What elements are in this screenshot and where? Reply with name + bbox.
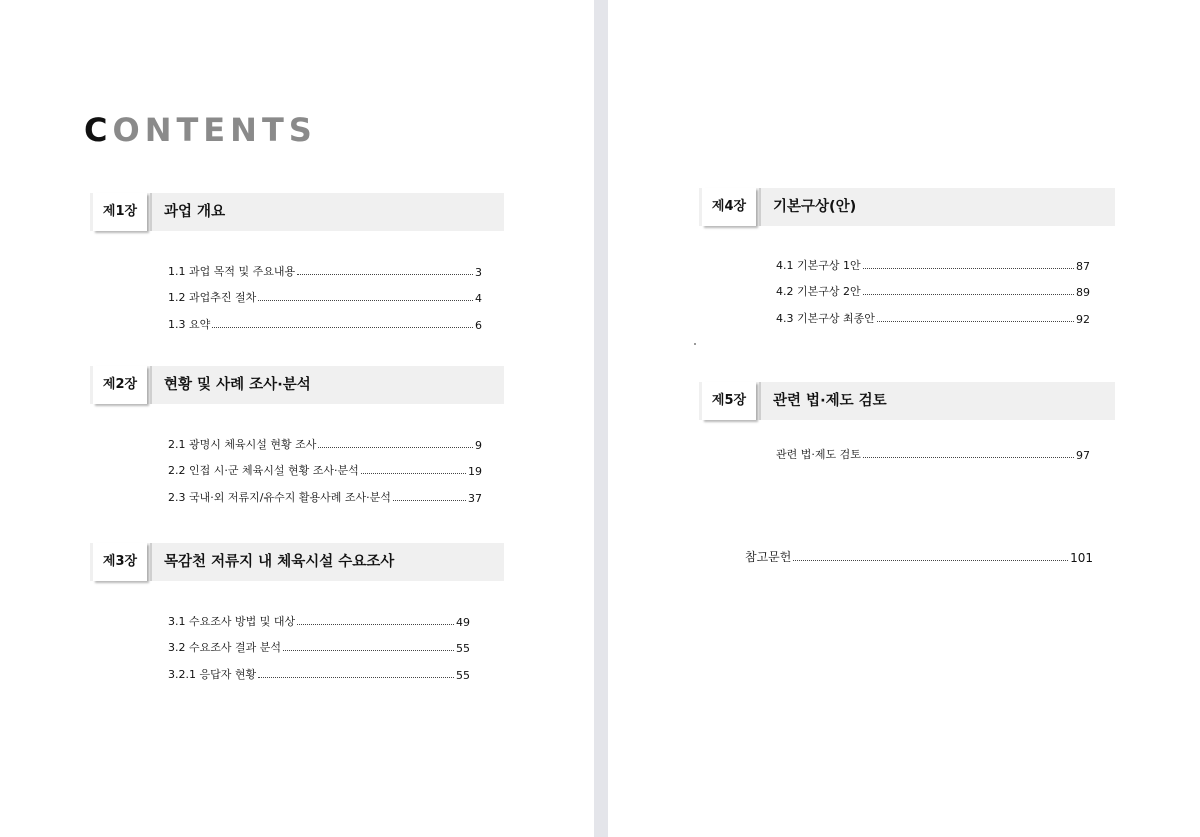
toc-dot-leader [212, 327, 473, 328]
toc-dot-leader [258, 300, 473, 301]
toc-list [168, 252, 482, 332]
toc-dot-leader [793, 560, 1068, 561]
toc-entry-page: 49 [456, 615, 470, 629]
toc-list [776, 435, 1090, 462]
toc-entry-label: 3.2 수요조사 결과 분석 [168, 641, 281, 654]
chapter-divider [150, 366, 152, 404]
toc-entry-page: 3 [475, 265, 482, 279]
toc-entry-label: 4.3 기본구상 최종안 [776, 311, 875, 325]
toc-entry-page: 97 [1076, 448, 1090, 462]
toc-entry[interactable] [168, 602, 470, 629]
toc-entry-page: 92 [1076, 312, 1090, 326]
toc-entry[interactable] [168, 629, 470, 656]
page-gutter [594, 0, 608, 837]
toc-entry-label: 참고문헌 [745, 549, 792, 564]
toc-list [168, 425, 482, 505]
toc-dot-leader [863, 268, 1074, 269]
toc-entry[interactable] [168, 252, 482, 279]
toc-entry[interactable] [776, 299, 1090, 326]
toc-dot-leader [361, 473, 466, 474]
toc-entry-label: 관련 법·제도 검토 [776, 447, 861, 461]
chapter-title: 목감천 저류지 내 체육시설 수요조사 [164, 554, 395, 570]
chapter-3 [90, 543, 504, 682]
toc-entry-label: 1.2 과업추진 절차 [168, 291, 257, 304]
chapter-2 [90, 366, 504, 505]
chapter-divider [759, 188, 761, 226]
chapter-header [90, 366, 504, 404]
chapter-title: 관련 법·제도 검토 [773, 393, 887, 409]
chapter-header [699, 188, 1115, 226]
toc-dot-leader [863, 457, 1074, 458]
toc-entry[interactable] [745, 538, 1093, 565]
toc-entry-page: 89 [1076, 286, 1090, 299]
toc-entry-label: 2.2 인접 시·군 체육시설 현황 조사·분석 [168, 464, 359, 477]
toc-entry-label: 4.1 기본구상 1안 [776, 258, 861, 272]
toc-entry-page: 4 [475, 292, 482, 305]
chapter-divider [150, 193, 152, 231]
chapter-header [699, 382, 1115, 420]
references-entry [745, 538, 1093, 565]
toc-dot-leader [877, 321, 1074, 322]
toc-entry-label: 4.2 기본구상 2안 [776, 285, 861, 298]
toc-entry[interactable] [776, 273, 1090, 300]
toc-entry-label: 2.3 국내·외 저류지/유수지 활용사례 조사·분석 [168, 490, 391, 504]
toc-entry-page: 87 [1076, 259, 1090, 273]
toc-dot-leader [863, 294, 1074, 295]
chapter-title: 현황 및 사례 조사·분석 [164, 377, 311, 393]
toc-list [168, 602, 470, 682]
toc-dot-leader [393, 500, 466, 501]
chapter-number-tab: 제4장 [702, 188, 756, 226]
chapter-divider [759, 382, 761, 420]
chapter-5 [699, 382, 1115, 462]
toc-dot-leader [318, 447, 473, 448]
toc-dot-leader [283, 650, 454, 651]
chapter-number-tab: 제3장 [93, 543, 147, 581]
toc-entry-label: 3.1 수요조사 방법 및 대상 [168, 614, 296, 628]
toc-entry-label: 1.1 과업 목적 및 주요내용 [168, 264, 296, 278]
chapter-1 [90, 193, 504, 332]
page-speck [694, 343, 696, 345]
toc-entry[interactable] [776, 246, 1090, 273]
contents-title-first-letter: C [84, 111, 113, 149]
toc-dot-leader [297, 624, 454, 625]
toc-entry[interactable] [776, 435, 1090, 462]
toc-dot-leader [258, 677, 454, 678]
contents-title [84, 110, 317, 150]
chapter-number-tab: 제1장 [93, 193, 147, 231]
toc-entry[interactable] [168, 478, 482, 505]
chapter-header [90, 543, 504, 581]
toc-entry[interactable] [168, 279, 482, 306]
chapter-title: 과업 개요 [164, 204, 226, 220]
chapter-divider [150, 543, 152, 581]
toc-entry[interactable] [168, 655, 470, 682]
toc-entry[interactable] [168, 452, 482, 479]
chapter-header [90, 193, 504, 231]
toc-entry-page: 19 [468, 465, 482, 478]
toc-entry-page: 55 [456, 668, 470, 682]
toc-dot-leader [297, 274, 473, 275]
toc-entry-page: 101 [1070, 550, 1093, 565]
chapter-title: 기본구상(안) [773, 199, 857, 215]
toc-entry-page: 6 [475, 318, 482, 332]
toc-entry-page: 55 [456, 642, 470, 655]
toc-list [776, 246, 1090, 326]
toc-entry-label: 2.1 광명시 체육시설 현황 조사 [168, 437, 317, 451]
toc-entry[interactable] [168, 305, 482, 332]
chapter-4 [699, 188, 1115, 326]
toc-entry[interactable] [168, 425, 482, 452]
toc-entry-page: 37 [468, 491, 482, 505]
chapter-number-tab: 제2장 [93, 366, 147, 404]
toc-entry-label: 1.3 요약 [168, 317, 211, 331]
toc-entry-page: 9 [475, 438, 482, 452]
toc-entry-label: 3.2.1 응답자 현황 [168, 667, 257, 681]
contents-title-rest: ONTENTS [112, 111, 317, 149]
chapter-number-tab: 제5장 [702, 382, 756, 420]
